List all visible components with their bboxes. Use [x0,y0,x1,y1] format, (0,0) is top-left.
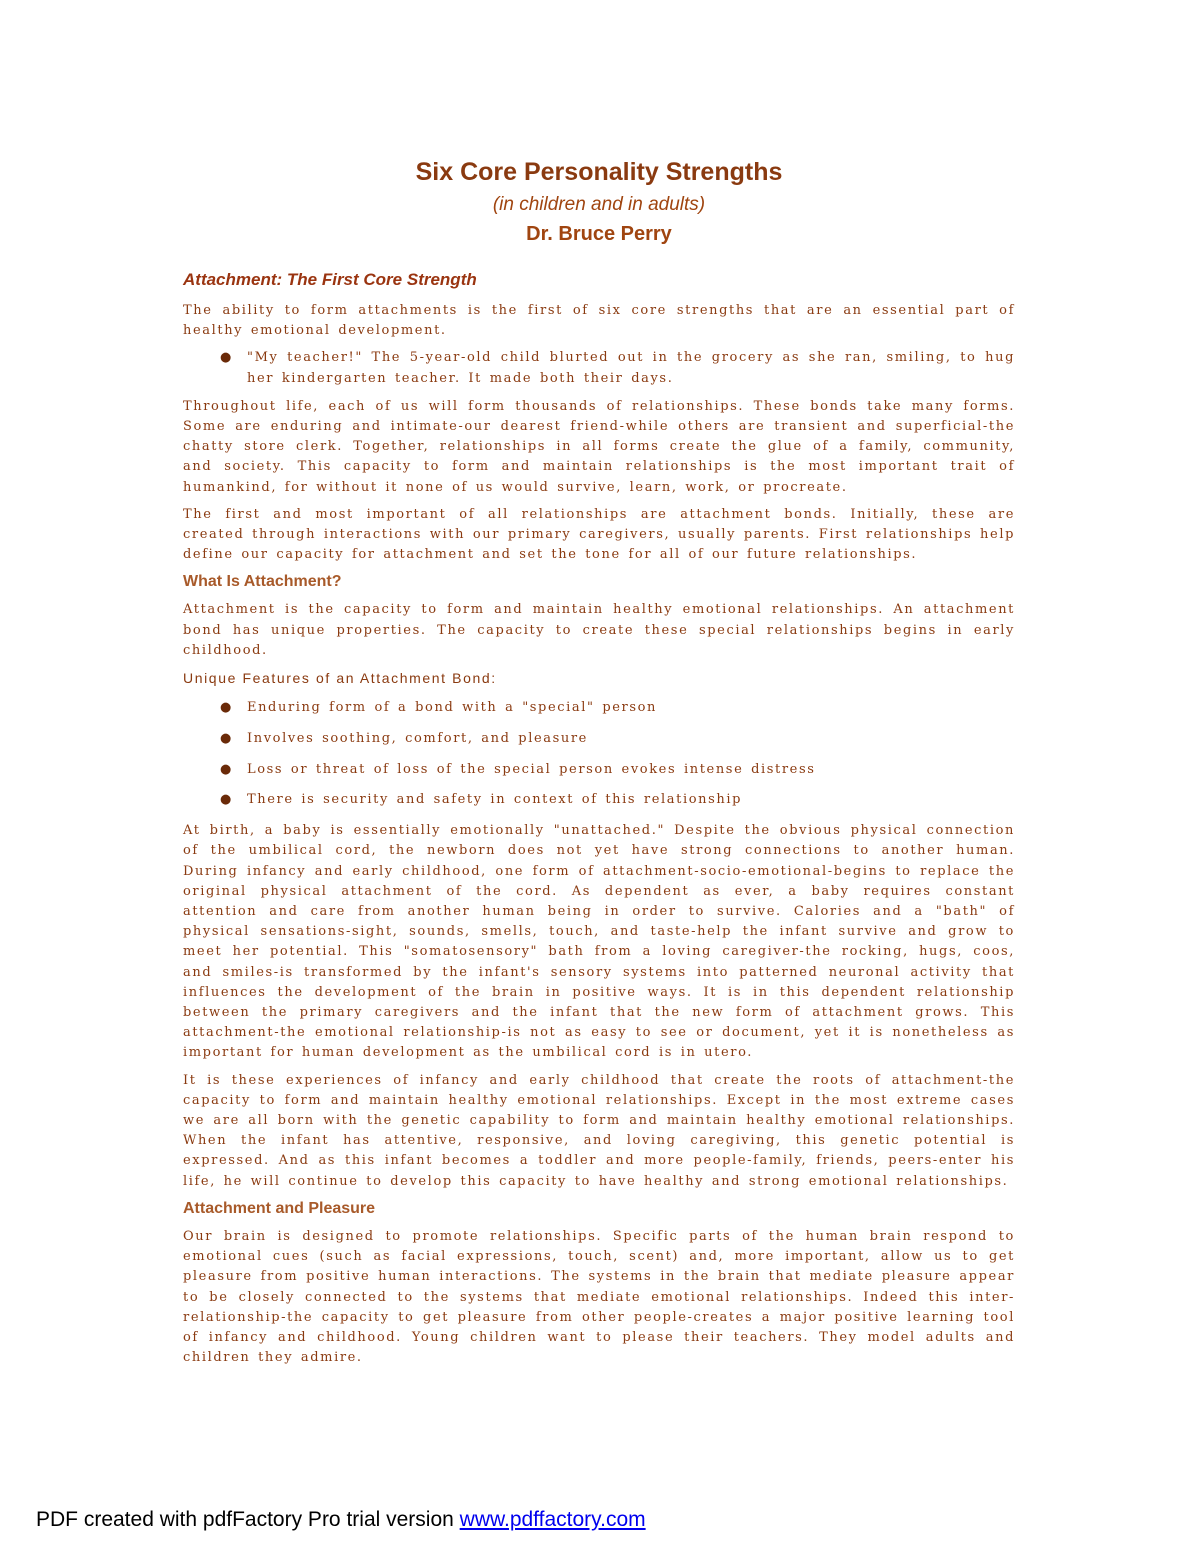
bullet-icon: ● [220,761,233,777]
paragraph: Throughout life, each of us will form thousands of relationships. These bonds take many forms. Some are enduring and intimate-our dearest friend-while others are transient and superficial-the chatty store clerk. Together, relationships in all forms create the glue of a family, community, and society. This capacity to form and maintain relationships is the most important trait of humankind, for without it none of us would survive, learn, work, or procreate. [183,398,1015,495]
paragraph: The first and most important of all relationships are attachment bonds. Initially, these are created through interactions with our primary caregivers, usually parents. First relationships help define our capacity for attachment and set the tone for all of our future relationships. [183,506,1015,563]
list-item-text: There is security and safety in context of this relationship [247,792,743,808]
section-heading-attachment-and-pleasure: Attachment and Pleasure [183,1199,376,1217]
list-item [220,760,1015,780]
bullet-icon: ● [220,730,233,746]
footer-link[interactable]: www.pdffactory.com [459,1508,646,1531]
list-item [220,698,1015,718]
bullet-icon: ● [220,792,233,808]
pdf-footer [36,1508,646,1532]
list-item-text: Involves soothing, comfort, and pleasure [247,730,588,746]
features-label: Unique Features of an Attachment Bond: [183,670,497,687]
list-item-text: Loss or threat of loss of the special person evokes intense distress [247,761,816,777]
paragraph: Attachment is the capacity to form and maintain healthy emotional relationships. An attachment bond has unique properties. The capacity to create these special relationships begins in early childhood. [183,602,1015,658]
list-item-text: Enduring form of a bond with a "special" person [247,700,658,716]
document-subtitle: (in children and in adults) [492,194,706,215]
bullet-icon: ● [220,350,233,366]
document-page [183,155,1015,1375]
features-list [183,698,1015,811]
paragraph: It is these experiences of infancy and early childhood that create the roots of attachment-the capacity to form and maintain healthy emotional relationships. Except in the most extreme cases we are all born with the genetic capability to form and maintain healthy emotional relationships. When the infant has attentive, responsive, and loving caregiving, this genetic potential is expressed. And as this infant becomes a toddler and more people-family, friends, peers-enter his life, he will continue to develop this capacity to have healthy and strong emotional relationships. [183,1072,1015,1189]
bullet-icon: ● [220,700,233,716]
document-title: Six Core Personality Strengths [415,158,783,186]
document-author: Dr. Bruce Perry [526,223,672,245]
section-heading-attachment: Attachment: The First Core Strength [183,270,477,289]
quote-list [183,348,1015,388]
paragraph: At birth, a baby is essentially emotionally "unattached." Despite the obvious physical connection of the umbilical cord, the newborn does not yet have strong connections to another human. During infancy and early childhood, one form of attachment-socio-emotional-begins to replace the original physical attachment of the cord. As dependent as ever, a baby requires constant attention and care from another human being in order to survive. Calories and a "bath" of physical sensations-sight, sounds, smells, touch, and taste-help the infant survive and grow to meet her potential. This "somatosensory" bath from a loving caregiver-the rocking, hugs, coos, and smiles-is transformed by the infant's sensory systems into patterned neuronal activity that influences the development of the brain in positive ways. It is in this dependent relationship between the primary caregivers and the infant that the new form of attachment grows. This attachment-the emotional relationship-is not as easy to see or document, yet it is nonetheless as important for human development as the umbilical cord is in utero. [183,823,1015,1061]
list-item [220,790,1015,810]
paragraph: The ability to form attachments is the first of six core strengths that are an essential part of healthy emotional development. [183,303,1015,339]
list-item [220,729,1015,749]
section-heading-what-is-attachment: What Is Attachment? [183,573,342,591]
list-item [220,348,1015,388]
footer-text: PDF created with pdfFactory Pro trial version [36,1508,460,1531]
quote-text: "My teacher!" The 5-year-old child blurted out in the grocery as she ran, smiling, to hug her kindergarten teacher. It made both their days. [247,350,1015,386]
paragraph: Our brain is designed to promote relationships. Specific parts of the human brain respond to emotional cues (such as facial expressions, touch, scent) and, more important, allow us to get pleasure from positive human interactions. The systems in the brain that mediate pleasure appear to be closely connected to the systems that mediate emotional relationships. Indeed this inter-relationship-the capacity to get pleasure from other people-creates a major positive learning tool of infancy and childhood. Young children want to please their teachers. They model adults and children they admire. [183,1228,1015,1366]
